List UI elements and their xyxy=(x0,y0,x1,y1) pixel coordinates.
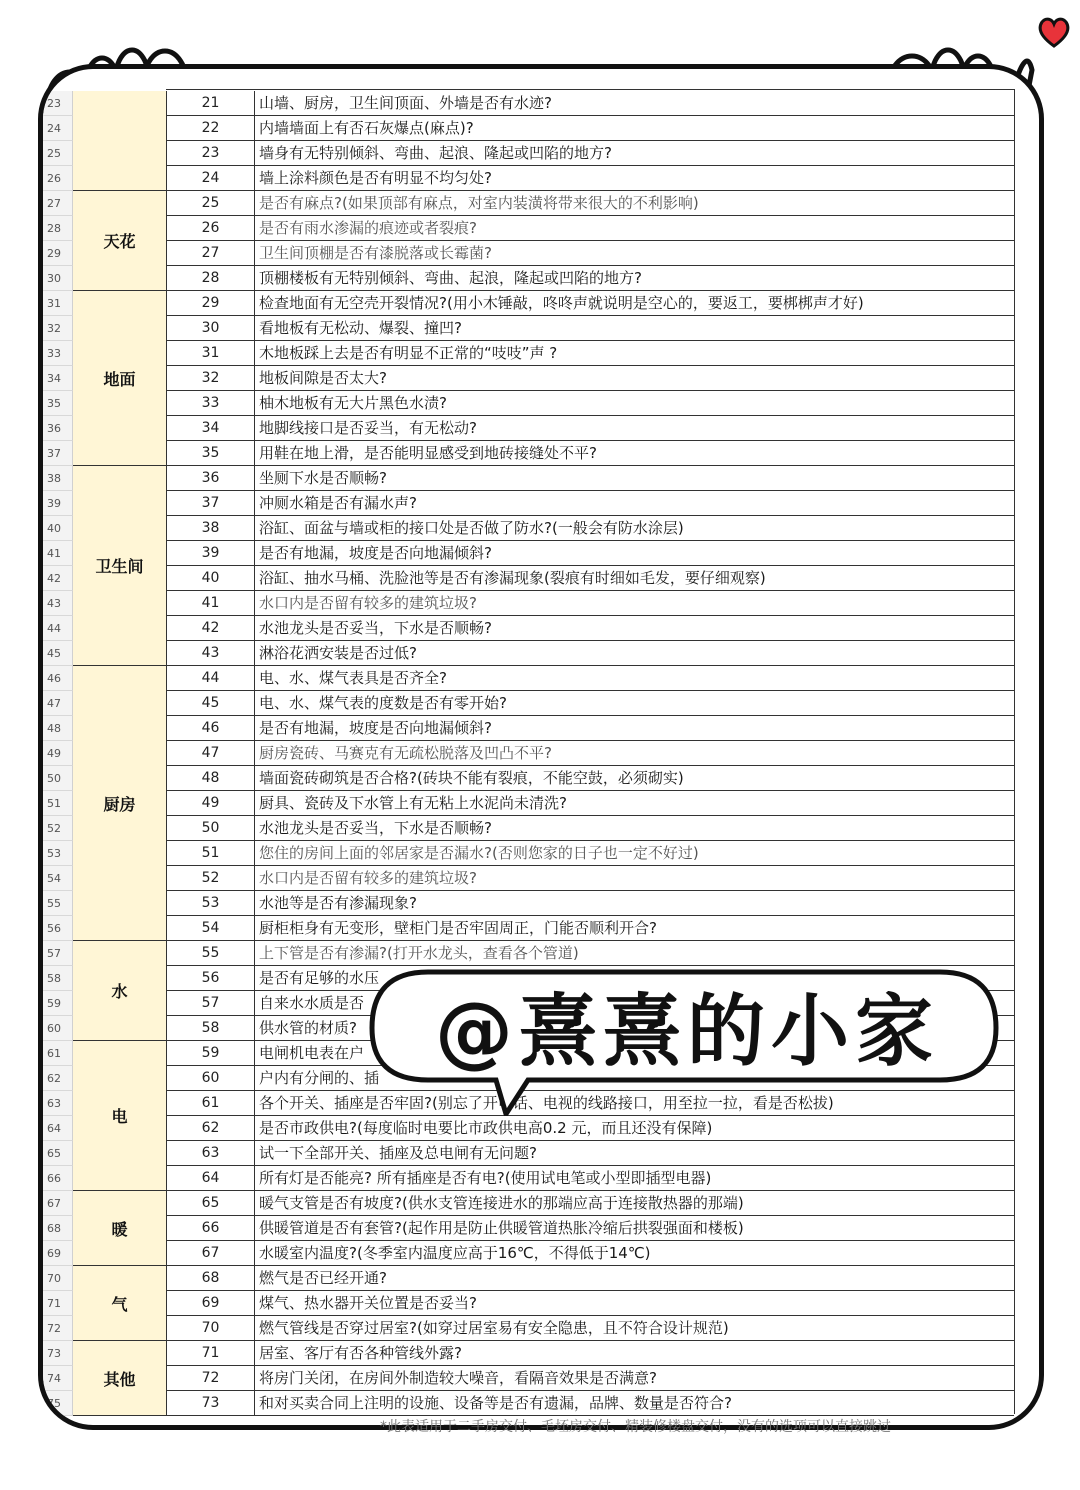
table-row xyxy=(43,866,1043,891)
table-row xyxy=(43,1366,1043,1391)
table-top-border xyxy=(166,89,1014,90)
check-item-text: 水口内是否留有较多的建筑垃圾? xyxy=(254,591,1014,616)
row-header: 63 xyxy=(43,1091,73,1116)
check-item-text: 冲厕水箱是否有漏水声? xyxy=(254,491,1014,516)
item-number: 51 xyxy=(166,841,254,866)
check-item-text: 地板间隙是否太大? xyxy=(254,366,1014,391)
item-number: 70 xyxy=(166,1316,254,1341)
check-item-text: 浴缸、抽水马桶、洗脸池等是否有渗漏现象(裂痕有时细如毛发，要仔细观察) xyxy=(254,566,1014,591)
row-header: 32 xyxy=(43,316,73,341)
item-number: 22 xyxy=(166,116,254,141)
table-row xyxy=(43,441,1043,466)
table-row xyxy=(43,1391,1043,1416)
table-row xyxy=(43,191,1043,216)
check-item-text: 墙面瓷砖砌筑是否合格?(砖块不能有裂痕，不能空鼓，必须砌实) xyxy=(254,766,1014,791)
heart-icon xyxy=(1036,14,1072,50)
check-item-text: 柚木地板有无大片黑色水渍? xyxy=(254,391,1014,416)
row-header: 67 xyxy=(43,1191,73,1216)
check-item-text: 山墙、厨房，卫生间顶面、外墙是否有水迹? xyxy=(254,91,1014,116)
row-header: 47 xyxy=(43,691,73,716)
table-row xyxy=(43,1191,1043,1216)
row-header: 45 xyxy=(43,641,73,666)
table-row xyxy=(43,691,1043,716)
table-row xyxy=(43,366,1043,391)
table-row xyxy=(43,1141,1043,1166)
item-number: 41 xyxy=(166,591,254,616)
item-number: 23 xyxy=(166,141,254,166)
item-number: 59 xyxy=(166,1041,254,1066)
check-item-text: 厨房瓷砖、马赛克有无疏松脱落及凹凸不平? xyxy=(254,741,1014,766)
table-row xyxy=(43,1316,1043,1341)
check-item-text: 是否有地漏，坡度是否向地漏倾斜? xyxy=(254,716,1014,741)
check-item-text: 看地板有无松动、爆裂、撞凹? xyxy=(254,316,1014,341)
table-row xyxy=(43,816,1043,841)
table-row xyxy=(43,516,1043,541)
check-item-text: 是否有麻点?(如果顶部有麻点，对室内装潢将带来很大的不利影响) xyxy=(254,191,1014,216)
row-header: 29 xyxy=(43,241,73,266)
table-row xyxy=(43,641,1043,666)
item-number: 57 xyxy=(166,991,254,1016)
check-item-text: 水池等是否有渗漏现象? xyxy=(254,891,1014,916)
item-number: 28 xyxy=(166,266,254,291)
table-row xyxy=(43,541,1043,566)
checklist-frame xyxy=(38,64,1044,1430)
check-item-text: 电、水、煤气表的度数是否有零开始? xyxy=(254,691,1014,716)
item-number: 31 xyxy=(166,341,254,366)
table-row xyxy=(43,116,1043,141)
check-item-text: 试一下全部开关、插座及总电闸有无问题? xyxy=(254,1141,1014,1166)
table-row xyxy=(43,941,1043,966)
item-number: 55 xyxy=(166,941,254,966)
check-item-text: 是否有地漏，坡度是否向地漏倾斜? xyxy=(254,541,1014,566)
check-item-text: 木地板踩上去是否有明显不正常的“吱吱”声 ? xyxy=(254,341,1014,366)
row-header: 73 xyxy=(43,1341,73,1366)
check-item-text: 坐厕下水是否顺畅? xyxy=(254,466,1014,491)
item-number: 42 xyxy=(166,616,254,641)
item-number: 66 xyxy=(166,1216,254,1241)
table-row xyxy=(43,1341,1043,1366)
check-item-text: 电闸机电表在户 xyxy=(254,1041,1014,1066)
check-item-text: 您住的房间上面的邻居家是否漏水?(否则您家的日子也一定不好过) xyxy=(254,841,1014,866)
table-row xyxy=(43,166,1043,191)
check-item-text: 墙上涂料颜色是否有明显不均匀处? xyxy=(254,166,1014,191)
table-row xyxy=(43,616,1043,641)
row-header: 65 xyxy=(43,1141,73,1166)
check-item-text: 厨具、瓷砖及下水管上有无粘上水泥尚未清洗? xyxy=(254,791,1014,816)
row-header: 66 xyxy=(43,1166,73,1191)
row-header: 69 xyxy=(43,1241,73,1266)
check-item-text: 淋浴花洒安装是否过低? xyxy=(254,641,1014,666)
item-number: 61 xyxy=(166,1091,254,1116)
item-number: 29 xyxy=(166,291,254,316)
item-number: 64 xyxy=(166,1166,254,1191)
check-item-text: 水池龙头是否妥当，下水是否顺畅? xyxy=(254,616,1014,641)
category-cell: 水 xyxy=(73,941,166,1041)
item-number: 39 xyxy=(166,541,254,566)
row-header: 27 xyxy=(43,191,73,216)
table-row xyxy=(43,791,1043,816)
row-header: 57 xyxy=(43,941,73,966)
watermark-text: @熹熹的小家 xyxy=(434,987,939,1077)
check-item-text: 顶棚楼板有无特别倾斜、弯曲、起浪，隆起或凹陷的地方? xyxy=(254,266,1014,291)
category-cell: 暖 xyxy=(73,1191,166,1266)
check-item-text: 用鞋在地上滑，是否能明显感受到地砖接缝处不平? xyxy=(254,441,1014,466)
check-item-text: 燃气是否已经开通? xyxy=(254,1266,1014,1291)
row-header: 24 xyxy=(43,116,73,141)
check-item-text: 水暖室内温度?(冬季室内温度应高于16℃，不得低于14℃) xyxy=(254,1241,1014,1266)
check-item-text: 是否市政供电?(每度临时电要比市政供电高0.2 元，而且还没有保障) xyxy=(254,1116,1014,1141)
row-header: 40 xyxy=(43,516,73,541)
item-number: 40 xyxy=(166,566,254,591)
category-cell: 卫生间 xyxy=(73,466,166,666)
row-header: 71 xyxy=(43,1291,73,1316)
item-number: 49 xyxy=(166,791,254,816)
item-number: 73 xyxy=(166,1391,254,1416)
item-number: 48 xyxy=(166,766,254,791)
item-number: 56 xyxy=(166,966,254,991)
table-row xyxy=(43,216,1043,241)
row-header: 44 xyxy=(43,616,73,641)
item-number: 53 xyxy=(166,891,254,916)
table-row xyxy=(43,766,1043,791)
item-number: 46 xyxy=(166,716,254,741)
item-number: 33 xyxy=(166,391,254,416)
item-number: 24 xyxy=(166,166,254,191)
item-number: 67 xyxy=(166,1241,254,1266)
table-row xyxy=(43,891,1043,916)
check-item-text: 电、水、煤气表具是否齐全? xyxy=(254,666,1014,691)
row-header: 41 xyxy=(43,541,73,566)
check-item-text: 供暖管道是否有套管?(起作用是防止供暖管道热胀冷缩后拱裂强面和楼板) xyxy=(254,1216,1014,1241)
category-cell xyxy=(73,91,166,191)
item-number: 43 xyxy=(166,641,254,666)
table-row xyxy=(43,141,1043,166)
row-header: 51 xyxy=(43,791,73,816)
table-row xyxy=(43,91,1043,116)
item-number: 54 xyxy=(166,916,254,941)
table-row xyxy=(43,841,1043,866)
row-header: 37 xyxy=(43,441,73,466)
row-header: 74 xyxy=(43,1366,73,1391)
row-header: 31 xyxy=(43,291,73,316)
item-number: 62 xyxy=(166,1116,254,1141)
table-row xyxy=(43,391,1043,416)
check-item-text: 供水管的材质? xyxy=(254,1016,1014,1041)
item-number: 36 xyxy=(166,466,254,491)
item-number: 38 xyxy=(166,516,254,541)
row-header: 54 xyxy=(43,866,73,891)
item-number: 34 xyxy=(166,416,254,441)
check-item-text: 厨柜柜身有无变形，壁柜门是否牢固周正，门能否顺利开合? xyxy=(254,916,1014,941)
item-number: 44 xyxy=(166,666,254,691)
check-item-text: 水口内是否留有较多的建筑垃圾? xyxy=(254,866,1014,891)
row-header: 52 xyxy=(43,816,73,841)
check-item-text: 自来水水质是否 xyxy=(254,991,1014,1016)
table-right-border xyxy=(1014,89,1015,1414)
table-row xyxy=(43,241,1043,266)
bottom-note: *此表适用于二手房交付、毛坯房交付、精装修楼盘交付，没有的选项可以直接跳过 xyxy=(380,1419,891,1435)
item-number: 71 xyxy=(166,1341,254,1366)
check-item-text: 上下管是否有渗漏?(打开水龙头，查看各个管道) xyxy=(254,941,1014,966)
row-header: 49 xyxy=(43,741,73,766)
category-cell: 地面 xyxy=(73,291,166,466)
table-row xyxy=(43,1166,1043,1191)
table-row xyxy=(43,741,1043,766)
check-item-text: 墙身有无特别倾斜、弯曲、起浪、隆起或凹陷的地方? xyxy=(254,141,1014,166)
row-header: 25 xyxy=(43,141,73,166)
category-cell: 其他 xyxy=(73,1341,166,1416)
item-number: 63 xyxy=(166,1141,254,1166)
row-header: 26 xyxy=(43,166,73,191)
check-item-text: 居室、客厅有否各种管线外露? xyxy=(254,1341,1014,1366)
row-header: 72 xyxy=(43,1316,73,1341)
row-header: 39 xyxy=(43,491,73,516)
row-header: 48 xyxy=(43,716,73,741)
row-header: 53 xyxy=(43,841,73,866)
row-header: 60 xyxy=(43,1016,73,1041)
check-item-text: 各个开关、插座是否牢固?(别忘了开电话、电视的线路接口，用至拉一拉，看是否松拔) xyxy=(254,1091,1014,1116)
category-cell: 气 xyxy=(73,1266,166,1341)
table-row xyxy=(43,316,1043,341)
row-header: 46 xyxy=(43,666,73,691)
row-header: 35 xyxy=(43,391,73,416)
item-number: 65 xyxy=(166,1191,254,1216)
table-row xyxy=(43,291,1043,316)
check-item-text: 内墙墙面上有否石灰爆点(麻点)? xyxy=(254,116,1014,141)
row-header: 28 xyxy=(43,216,73,241)
check-item-text: 煤气、热水器开关位置是否妥当? xyxy=(254,1291,1014,1316)
row-header: 36 xyxy=(43,416,73,441)
table-row xyxy=(43,266,1043,291)
table-row xyxy=(43,1241,1043,1266)
check-item-text: 暖气支管是否有坡度?(供水支管连接进水的那端应高于连接散热器的那端) xyxy=(254,1191,1014,1216)
row-header: 75 xyxy=(43,1391,73,1416)
category-cell: 电 xyxy=(73,1041,166,1191)
item-number: 72 xyxy=(166,1366,254,1391)
check-item-text: 燃气管线是否穿过居室?(如穿过居室易有安全隐患，且不符合设计规范) xyxy=(254,1316,1014,1341)
item-number: 37 xyxy=(166,491,254,516)
item-number: 32 xyxy=(166,366,254,391)
table-row xyxy=(43,491,1043,516)
item-number: 47 xyxy=(166,741,254,766)
category-cell: 天花 xyxy=(73,191,166,291)
item-number: 21 xyxy=(166,91,254,116)
row-header: 68 xyxy=(43,1216,73,1241)
item-number: 26 xyxy=(166,216,254,241)
item-number: 45 xyxy=(166,691,254,716)
row-header: 38 xyxy=(43,466,73,491)
table-row xyxy=(43,666,1043,691)
table-row xyxy=(43,1116,1043,1141)
category-cell: 厨房 xyxy=(73,666,166,941)
table-row xyxy=(43,916,1043,941)
item-number: 30 xyxy=(166,316,254,341)
row-header: 50 xyxy=(43,766,73,791)
check-item-text: 卫生间顶棚是否有漆脱落或长霉菌? xyxy=(254,241,1014,266)
row-header: 33 xyxy=(43,341,73,366)
row-header: 34 xyxy=(43,366,73,391)
check-item-text: 户内有分闸的、插 xyxy=(254,1066,1014,1091)
table-row xyxy=(43,566,1043,591)
table-row xyxy=(43,1266,1043,1291)
row-header: 61 xyxy=(43,1041,73,1066)
row-header: 64 xyxy=(43,1116,73,1141)
check-item-text: 和对买卖合同上注明的设施、设备等是否有遗漏，品牌、数量是否符合? xyxy=(254,1391,1014,1416)
row-header: 55 xyxy=(43,891,73,916)
table-row xyxy=(43,591,1043,616)
row-header: 43 xyxy=(43,591,73,616)
item-number: 58 xyxy=(166,1016,254,1041)
row-header: 42 xyxy=(43,566,73,591)
table-row xyxy=(43,1291,1043,1316)
row-header: 23 xyxy=(43,91,73,116)
check-item-text: 所有灯是否能亮? 所有插座是否有电?(使用试电笔或小型即插型电器) xyxy=(254,1166,1014,1191)
table-row xyxy=(43,716,1043,741)
item-number: 35 xyxy=(166,441,254,466)
check-item-text: 是否有雨水渗漏的痕迹或者裂痕? xyxy=(254,216,1014,241)
item-number: 60 xyxy=(166,1066,254,1091)
row-header: 58 xyxy=(43,966,73,991)
check-item-text: 浴缸、面盆与墙或柜的接口处是否做了防水?(一般会有防水涂层) xyxy=(254,516,1014,541)
check-item-text: 将房门关闭，在房间外制造较大噪音，看隔音效果是否满意? xyxy=(254,1366,1014,1391)
row-header: 59 xyxy=(43,991,73,1016)
item-number: 69 xyxy=(166,1291,254,1316)
row-header: 56 xyxy=(43,916,73,941)
check-item-text: 检查地面有无空壳开裂情况?(用小木锤敲，咚咚声就说明是空心的，要返工，要梆梆声才好) xyxy=(254,291,1014,316)
item-number: 68 xyxy=(166,1266,254,1291)
table-row xyxy=(43,1216,1043,1241)
item-number: 52 xyxy=(166,866,254,891)
table-row xyxy=(43,466,1043,491)
item-number: 25 xyxy=(166,191,254,216)
row-header: 62 xyxy=(43,1066,73,1091)
item-number: 27 xyxy=(166,241,254,266)
table-row xyxy=(43,416,1043,441)
row-header: 70 xyxy=(43,1266,73,1291)
check-item-text: 是否有足够的水压 xyxy=(254,966,1014,991)
check-item-text: 水池龙头是否妥当，下水是否顺畅? xyxy=(254,816,1014,841)
check-item-text: 地脚线接口是否妥当，有无松动? xyxy=(254,416,1014,441)
row-header: 30 xyxy=(43,266,73,291)
item-number: 50 xyxy=(166,816,254,841)
table-row xyxy=(43,341,1043,366)
